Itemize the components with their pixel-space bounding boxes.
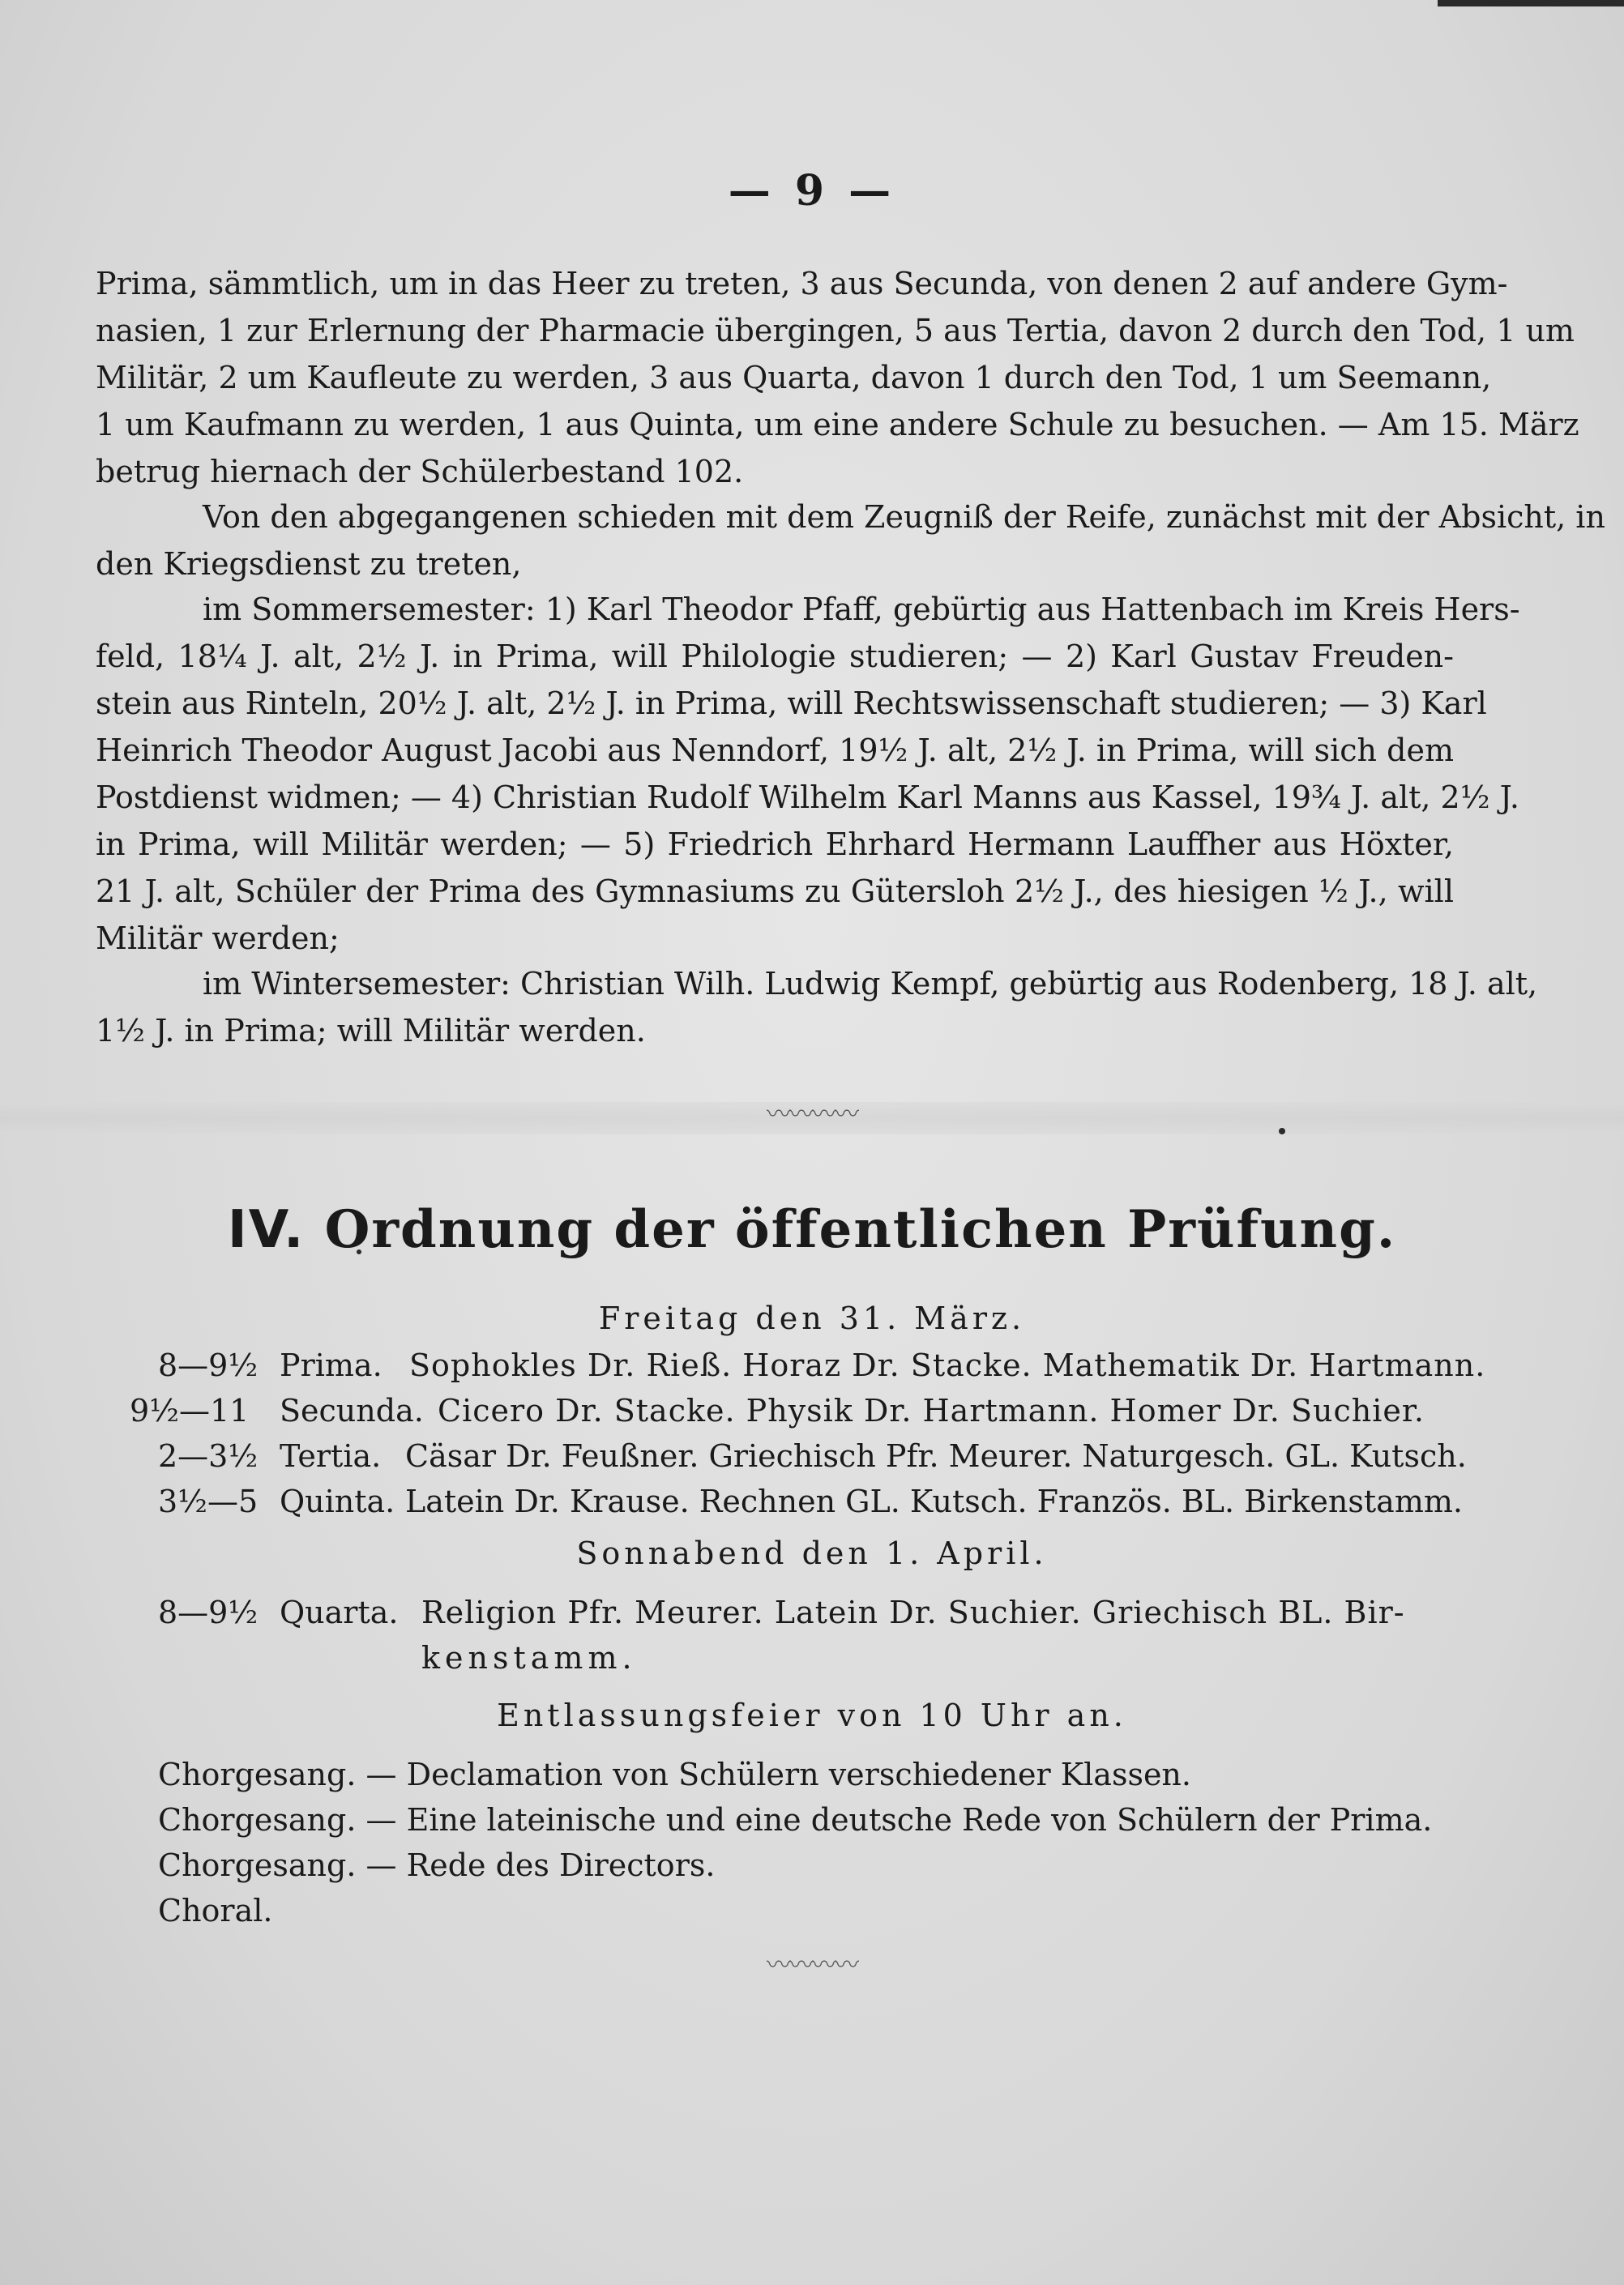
ceremony-item: Choral. [158,1893,273,1928]
ceremony-item: Chorgesang. — Eine lateinische und eine deutsche Rede von Schülern der Prima. [158,1802,1433,1838]
schedule-class: Quarta. [280,1595,399,1630]
ceremony-item: Chorgesang. — Rede des Directors. [158,1847,716,1883]
schedule-time: 3½—5 [158,1484,259,1519]
text-line: den Kriegsdienst zu treten, [96,546,522,582]
day-heading: Freitag den 31. März. [598,1301,1026,1336]
schedule-class: Secunda. [280,1393,424,1429]
text-line: stein aus Rinteln, 20½ J. alt, 2½ J. in Prima, will Rechtswissenschaft studieren; — 3) Karl [96,686,1487,721]
text-line: Militär, 2 um Kaufleute zu werden, 3 aus Quarta, davon 1 durch den Tod, 1 um Seemann, [96,360,1492,395]
schedule-time: 2—3½ [158,1438,259,1474]
text-line: Postdienst widmen; — 4) Christian Rudolf Wilhelm Karl Manns aus Kassel, 19¾ J. alt, 2½ J. [96,779,1519,815]
corner-mark [1438,0,1624,6]
text-line: Militär werden; [96,920,340,956]
schedule-subjects: Religion Pfr. Meurer. Latein Dr. Suchier. Griechisch BL. Bir- [421,1595,1405,1630]
schedule-subjects: Sophokles Dr. Rieß. Horaz Dr. Stacke. Mathematik Dr. Hartmann. [409,1348,1486,1383]
schedule-continuation: kenstamm. [421,1640,637,1676]
text-line: im Sommersemester: 1) Karl Theodor Pfaff, gebürtig aus Hattenbach im Kreis Hers- [203,592,1520,627]
day-heading: Sonnabend den 1. April. [576,1535,1048,1571]
text-line: betrug hiernach der Schülerbestand 102. [96,454,744,489]
schedule-subjects: Latein Dr. Krause. Rechnen GL. Kutsch. Französ. BL. Birkenstamm. [405,1484,1463,1519]
ornament-divider: 〰〰〰〰 [767,1100,857,1129]
text-line: in Prima, will Militär werden; — 5) Friedrich Ehrhard Hermann Lauffher aus Höxter, [96,826,1454,862]
text-line: 1½ J. in Prima; will Militär werden. [96,1013,646,1049]
text-line: nasien, 1 zur Erlernung der Pharmacie übergingen, 5 aus Tertia, davon 2 durch den Tod, 1 um [96,313,1575,348]
text-line: Von den abgegangenen schieden mit dem Zeugniß der Reife, zunächst mit der Absicht, in [203,499,1605,535]
schedule-class: Prima. [280,1348,382,1383]
ornament-divider: 〰〰〰〰 [767,1951,857,1980]
text-line: feld, 18¼ J. alt, 2½ J. in Prima, will Philologie studieren; — 2) Karl Gustav Freuden- [96,639,1454,674]
page-number: — 9 — [728,166,896,216]
ceremony-item: Chorgesang. — Declamation von Schülern verschiedener Klassen. [158,1757,1191,1792]
schedule-time: 9½—11 [130,1393,250,1429]
text-line: Prima, sämmtlich, um in das Heer zu treten, 3 aus Secunda, von denen 2 auf andere Gym- [96,266,1508,301]
text-line: im Wintersemester: Christian Wilh. Ludwig Kempf, gebürtig aus Rodenberg, 18 J. alt, [203,966,1538,1002]
schedule-subjects: Cäsar Dr. Feußner. Griechisch Pfr. Meurer. Naturgesch. GL. Kutsch. [405,1438,1467,1474]
text-line: Heinrich Theodor August Jacobi aus Nenndorf, 19½ J. alt, 2½ J. in Prima, will sich dem [96,732,1454,768]
section-numeral: IV. [227,1200,306,1260]
schedule-subjects: Cicero Dr. Stacke. Physik Dr. Hartmann. Homer Dr. Suchier. [438,1393,1425,1429]
text-line: 1 um Kaufmann zu werden, 1 aus Quinta, um eine andere Schule zu besuchen. — Am 15. März [96,407,1579,442]
schedule-class: Tertia. [280,1438,382,1474]
section-title: Ordnung der öffentlichen Prüfung. [324,1199,1397,1260]
schedule-time: 8—9½ [158,1348,259,1383]
farewell-heading: Entlassungsfeier von 10 Uhr an. [497,1698,1127,1733]
section-heading [0,1199,1624,1260]
text-line: 21 J. alt, Schüler der Prima des Gymnasiums zu Gütersloh 2½ J., des hiesigen ½ J., will [96,873,1454,909]
schedule-time: 8—9½ [158,1595,259,1630]
schedule-class: Quinta. [280,1484,395,1519]
